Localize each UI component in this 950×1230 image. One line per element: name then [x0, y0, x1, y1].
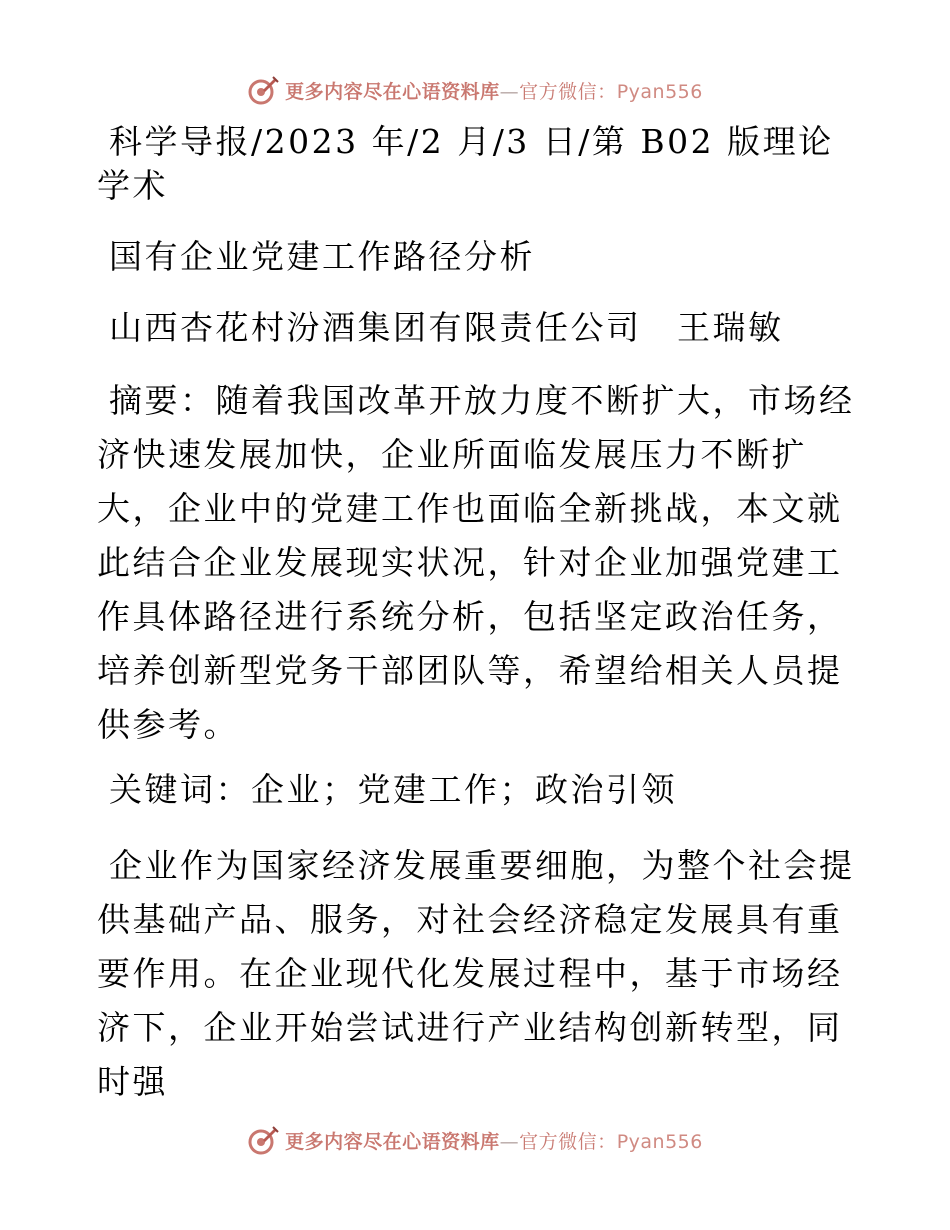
source-line: 科学导报/2023 年/2 月/3 日/第 B02 版理论学术 [97, 122, 834, 205]
pen-logo-icon [247, 1124, 279, 1156]
abstract-paragraph: 摘要：随着我国改革开放力度不断扩大，市场经济快速发展加快，企业所面临发展压力不断扩大，企业中的党建工作也面临全新挑战，本文就此结合企业发展现实状况，针对企业加强党建工作具体路径进行系统分析，包括坚定政治任务，培养创新型党务干部团队等，希望给相关人员提供参考。 [97, 381, 855, 744]
watermark-text: 更多内容尽在心语资料库—官方微信：Pyan556 [285, 1130, 703, 1153]
body-paragraph: 企业作为国家经济发展重要细胞，为整个社会提供基础产品、服务，对社会经济稳定发展具有重要作用。在企业现代化发展过程中，基于市场经济下，企业开始尝试进行产业结构创新转型，同时强 [97, 846, 855, 1101]
article-title: 国有企业党建工作路径分析 [109, 237, 535, 276]
pen-logo-icon [247, 74, 279, 106]
author-line: 山西杏花村汾酒集团有限责任公司 王瑞敏 [109, 308, 784, 347]
footer-watermark-banner [0, 1120, 950, 1160]
header-watermark-banner [0, 70, 950, 110]
document-body [97, 120, 857, 1109]
watermark-text: 更多内容尽在心语资料库—官方微信：Pyan556 [285, 80, 703, 103]
keywords-line: 关键词：企业；党建工作；政治引领 [109, 770, 677, 809]
